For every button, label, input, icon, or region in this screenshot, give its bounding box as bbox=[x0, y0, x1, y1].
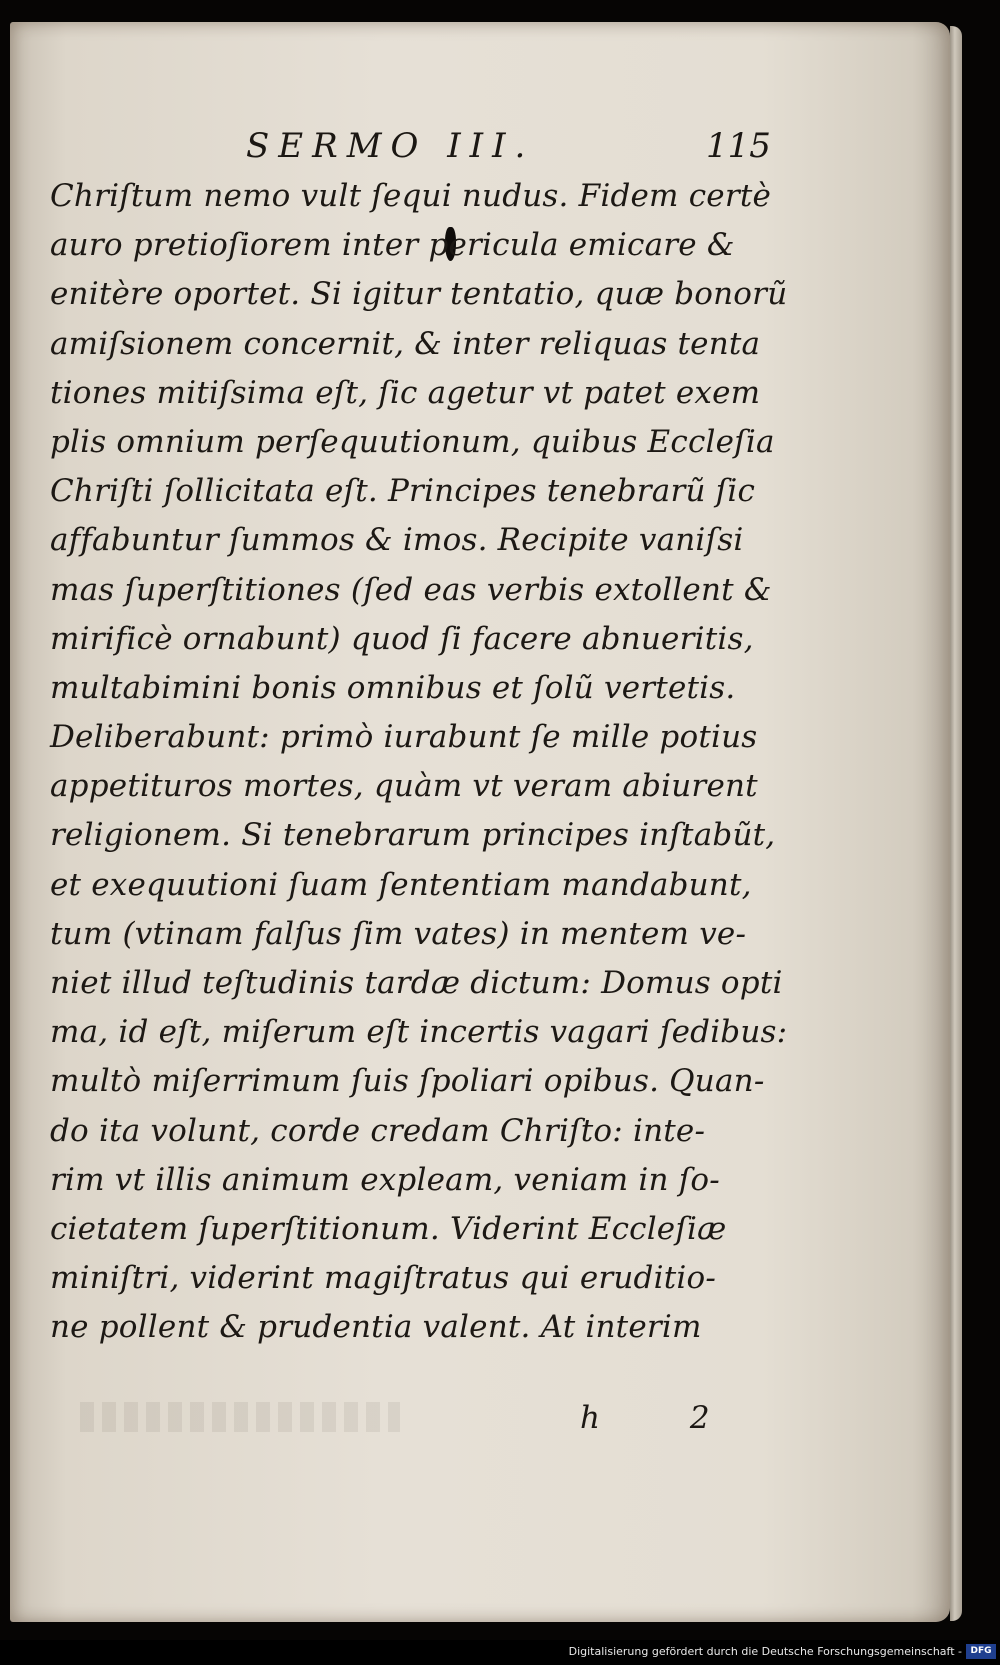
footer-bar bbox=[0, 1640, 1000, 1665]
text-line: plis omnium perſequutionum, quibus Eccleſia bbox=[50, 423, 775, 460]
page-edge bbox=[950, 26, 962, 1621]
signature-mark: h 2 bbox=[580, 1400, 750, 1436]
text-line: ne pollent & prudentia valent. At interim bbox=[50, 1309, 702, 1346]
text-line: Chriſtum nemo vult ſequi nudus. Fidem certè bbox=[50, 178, 772, 214]
text-line: multabimini bonis omnibus et ſolũ vertetis. bbox=[50, 669, 736, 706]
text-line: Deliberabunt: primò iurabunt ſe mille potius bbox=[50, 719, 758, 756]
bleed-through-shadow bbox=[80, 1402, 400, 1432]
text-line: do ita volunt, corde credam Chriſto: inte- bbox=[50, 1112, 706, 1149]
running-head-title: SERMO III. bbox=[246, 126, 535, 166]
text-line: cietatem ſuperſtitionum. Viderint Eccleſiæ bbox=[50, 1210, 727, 1247]
text-line: miniſtri, viderint magiſtratus qui eruditio- bbox=[50, 1260, 717, 1297]
running-head bbox=[10, 126, 950, 176]
text-line: appetituros mortes, quàm vt veram abiurent bbox=[50, 768, 758, 805]
page-number: 115 bbox=[706, 126, 771, 166]
text-line: enitère oportet. Si igitur tentatio, quæ bonorũ bbox=[50, 276, 788, 313]
text-line: ma, id eſt, miſerum eſt incertis vagari ſedibus: bbox=[50, 1014, 788, 1051]
text-line: religionem. Si tenebrarum principes inſtabũt, bbox=[50, 817, 776, 854]
digitization-credit: Digitalisierung gefördert durch die Deutsche Forschungsgemeinschaft - bbox=[568, 1645, 962, 1658]
text-line: affabuntur ſummos & imos. Recipite vaniſsi bbox=[50, 522, 744, 559]
book-page bbox=[10, 22, 950, 1622]
text-line: tiones mitiſsima eſt, ſic agetur vt patet exem bbox=[50, 374, 761, 411]
text-line: auro pretioſiorem inter pericula emicare & bbox=[50, 227, 735, 264]
text-line: amiſsionem concernit, & inter reliquas tenta bbox=[50, 325, 761, 362]
text-line: et exequutioni ſuam ſententiam mandabunt, bbox=[50, 866, 752, 903]
dfg-logo: DFG bbox=[966, 1644, 996, 1659]
text-line: rim vt illis animum expleam, veniam in ſo- bbox=[50, 1161, 720, 1198]
text-line: multò miſerrimum ſuis ſpoliari opibus. Quan- bbox=[50, 1063, 765, 1100]
text-line: tum (vtinam falſus ſim vates) in mentem ve- bbox=[50, 915, 747, 952]
body-text bbox=[50, 172, 790, 1353]
text-line: mas ſuperſtitiones (ſed eas verbis extollent & bbox=[50, 571, 772, 608]
text-line: mirificè ornabunt) quod ſi facere abnueritis, bbox=[50, 620, 754, 657]
text-line: Chriſti ſollicitata eſt. Principes tenebrarũ ſic bbox=[50, 473, 756, 510]
text-line: niet illud teſtudinis tardæ dictum: Domus opti bbox=[50, 965, 783, 1001]
